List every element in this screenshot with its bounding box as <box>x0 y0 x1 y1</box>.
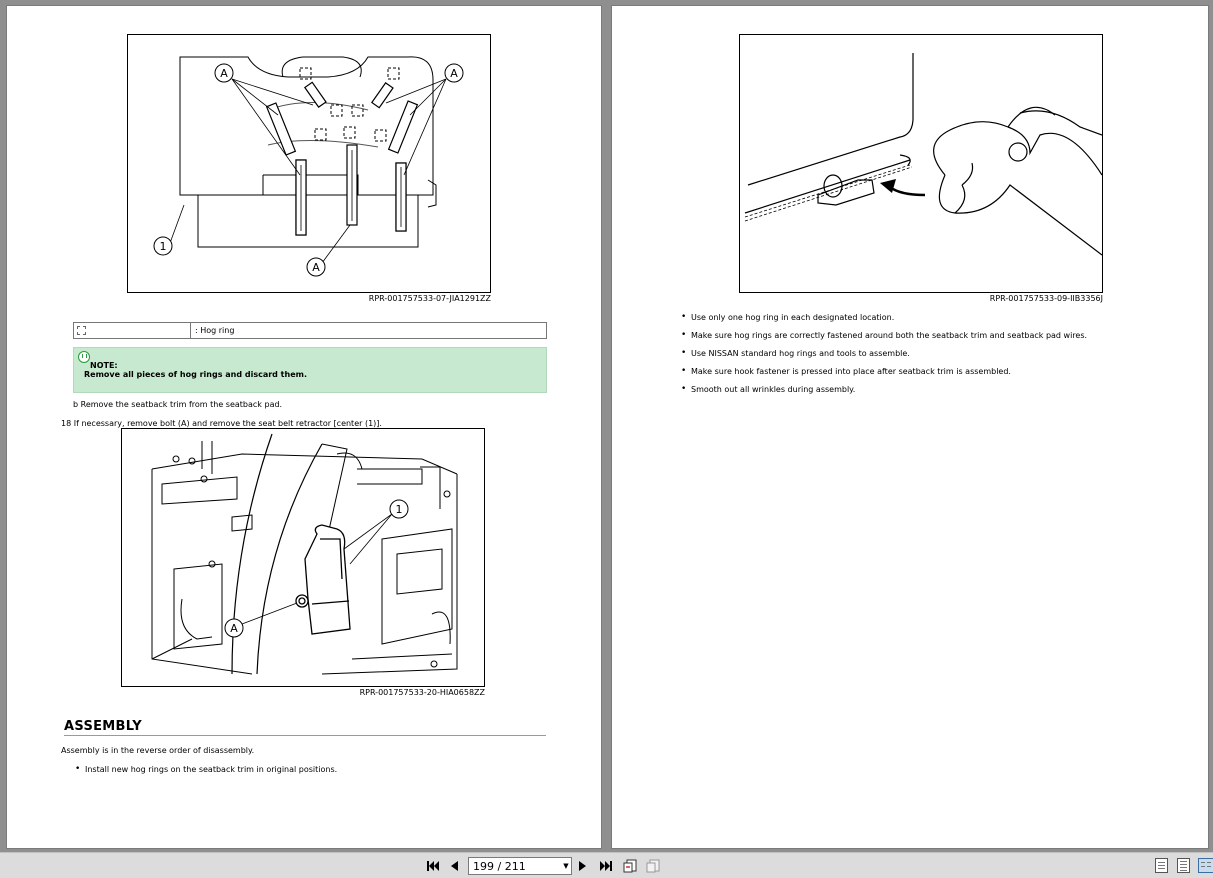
figure2-caption: RPR-001757533-20-HIA0658ZZ <box>359 688 485 697</box>
assembly-bullet-list <box>75 765 337 774</box>
document-page-right <box>612 6 1208 848</box>
callout-a-label: A <box>230 622 238 635</box>
list-item: • Install new hog rings on the seatback trim in original positions. <box>75 765 337 774</box>
list-item: • Make sure hog rings are correctly fastened around both the seatback trim and seatback pad wires. <box>681 331 1087 340</box>
step-18-text: 18 If necessary, remove bolt (A) and remove the seat belt retractor [center (1)]. <box>61 419 382 428</box>
page-number-select[interactable] <box>468 857 572 875</box>
list-item: • Use only one hog ring in each designated location. <box>681 313 1087 322</box>
next-page-button[interactable] <box>576 857 590 874</box>
step-b-text: b Remove the seatback trim from the seatback pad. <box>73 400 283 409</box>
viewer-toolbar <box>0 852 1213 878</box>
figure-hog-ring-pliers <box>739 34 1103 293</box>
chevron-down-icon: ▼ <box>563 862 569 870</box>
callout-a-label: A <box>450 67 458 80</box>
assembly-heading: ASSEMBLY <box>64 719 546 736</box>
hog-ring-symbol-icon <box>77 326 86 335</box>
single-page-view-button[interactable] <box>1155 858 1168 873</box>
go-back-icon <box>622 859 638 873</box>
list-item: • Smooth out all wrinkles during assembly. <box>681 385 1087 394</box>
go-back-button[interactable] <box>620 857 640 874</box>
document-page-left <box>7 6 601 848</box>
lightbulb-icon <box>78 351 90 363</box>
last-page-button[interactable] <box>597 857 615 874</box>
go-forward-icon <box>645 859 661 873</box>
prev-page-icon <box>449 860 459 872</box>
prev-page-button[interactable] <box>447 857 461 874</box>
retractor-diagram <box>122 429 484 686</box>
legend-symbol-cell <box>74 323 191 338</box>
legend-label: : Hog ring <box>195 326 235 335</box>
figure1-caption: RPR-001757533-07-JIA1291ZZ <box>368 294 491 303</box>
assembly-text: Assembly is in the reverse order of disassembly. <box>61 746 255 755</box>
note-body: Remove all pieces of hog rings and discard them. <box>84 370 307 379</box>
callout-a-label: A <box>312 261 320 274</box>
first-page-button[interactable] <box>424 857 442 874</box>
list-item: • Use NISSAN standard hog rings and tools to assemble. <box>681 349 1087 358</box>
last-page-icon <box>599 860 613 872</box>
pliers-diagram <box>740 35 1102 292</box>
figure-seat-belt-retractor <box>121 428 485 687</box>
go-forward-button[interactable] <box>643 857 663 874</box>
figure-seatback-hog-rings <box>127 34 491 293</box>
callout-1-label: 1 <box>395 503 403 516</box>
legend-table <box>73 322 547 339</box>
first-page-icon <box>426 860 440 872</box>
two-page-view-button[interactable] <box>1198 858 1213 873</box>
callout-a-label: A <box>220 67 228 80</box>
page-indicator: 199 / 211 <box>473 859 526 873</box>
hog-ring-diagram <box>128 35 490 292</box>
right-bullet-list <box>681 313 1087 394</box>
note-title: NOTE: <box>90 361 118 370</box>
next-page-icon <box>578 860 588 872</box>
right-figure-caption: RPR-001757533-09-IIB3356J <box>989 294 1103 303</box>
callout-1-label: 1 <box>159 240 167 253</box>
note-box <box>73 347 547 393</box>
continuous-view-button[interactable] <box>1177 858 1190 873</box>
list-item: • Make sure hook fastener is pressed into place after seatback trim is assembled. <box>681 367 1087 376</box>
